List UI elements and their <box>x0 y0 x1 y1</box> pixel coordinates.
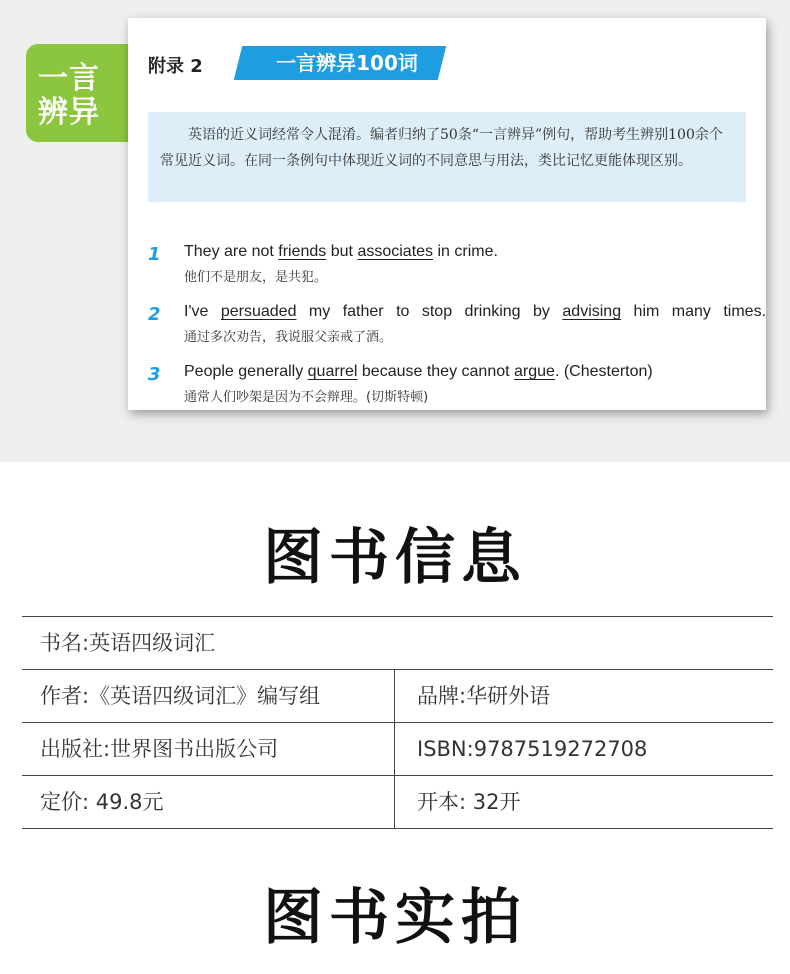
side-tag-line-2: 辨异 <box>38 95 100 130</box>
table-row <box>22 776 773 829</box>
format-cell: 开本: 32开 <box>417 790 521 814</box>
entry-number: 2 <box>148 304 161 325</box>
info-heading: 图书信息 <box>263 523 527 593</box>
keyword: associates <box>357 243 434 260</box>
brand-cell: 品牌:华研外语 <box>417 684 551 708</box>
table-row <box>22 617 773 670</box>
isbn-cell: ISBN:9787519272708 <box>417 737 648 761</box>
entry-number: 3 <box>148 364 161 385</box>
entry-chinese: 通常人们吵架是因为不会辩理。(切斯特顿) <box>184 390 429 405</box>
table-row <box>22 723 773 776</box>
entry-chinese: 他们不是朋友，是共犯。 <box>184 270 328 285</box>
appendix-label: 附录 2 <box>148 56 203 77</box>
keyword: advising <box>562 303 622 320</box>
entry-chinese: 通过多次劝告，我说服父亲戒了酒。 <box>184 330 393 345</box>
keyword: argue <box>514 363 555 380</box>
keyword: persuaded <box>220 303 297 320</box>
price-cell: 定价: 49.8元 <box>22 776 395 828</box>
entry-english: People generally quarrel because they cannot argue. (Chesterton) <box>184 363 653 380</box>
book-name-cell: 书名:英语四级词汇 <box>40 631 216 655</box>
book-info-table <box>22 616 773 829</box>
publisher-cell: 出版社:世界图书出版公司 <box>22 723 395 775</box>
keyword: friends <box>278 243 327 260</box>
author-cell: 作者:《英语四级词汇》编写组 <box>22 670 395 722</box>
side-tag <box>26 44 140 142</box>
intro-paragraph: 英语的近义词经常令人混淆。编者归纳了50条“一言辨异”例句，帮助考生辨别100余个常见近义词。在同一条例句中体现近义词的不同意思与用法，类比记忆更能体现区别。 <box>148 112 746 202</box>
entry-number: 1 <box>148 244 161 265</box>
banner-title: 一言辨异100词 <box>276 51 418 75</box>
side-tag-line-1: 一言 <box>38 61 100 96</box>
book-page <box>128 18 766 410</box>
photo-heading: 图书实拍 <box>263 883 527 953</box>
table-row <box>22 670 773 723</box>
book-preview-section <box>0 0 790 462</box>
keyword: quarrel <box>307 363 358 380</box>
entry-english: They are not friends but associates in crime. <box>184 243 498 260</box>
entry-english: I've persuaded my father to stop drinking by advising him many times. <box>184 303 767 320</box>
